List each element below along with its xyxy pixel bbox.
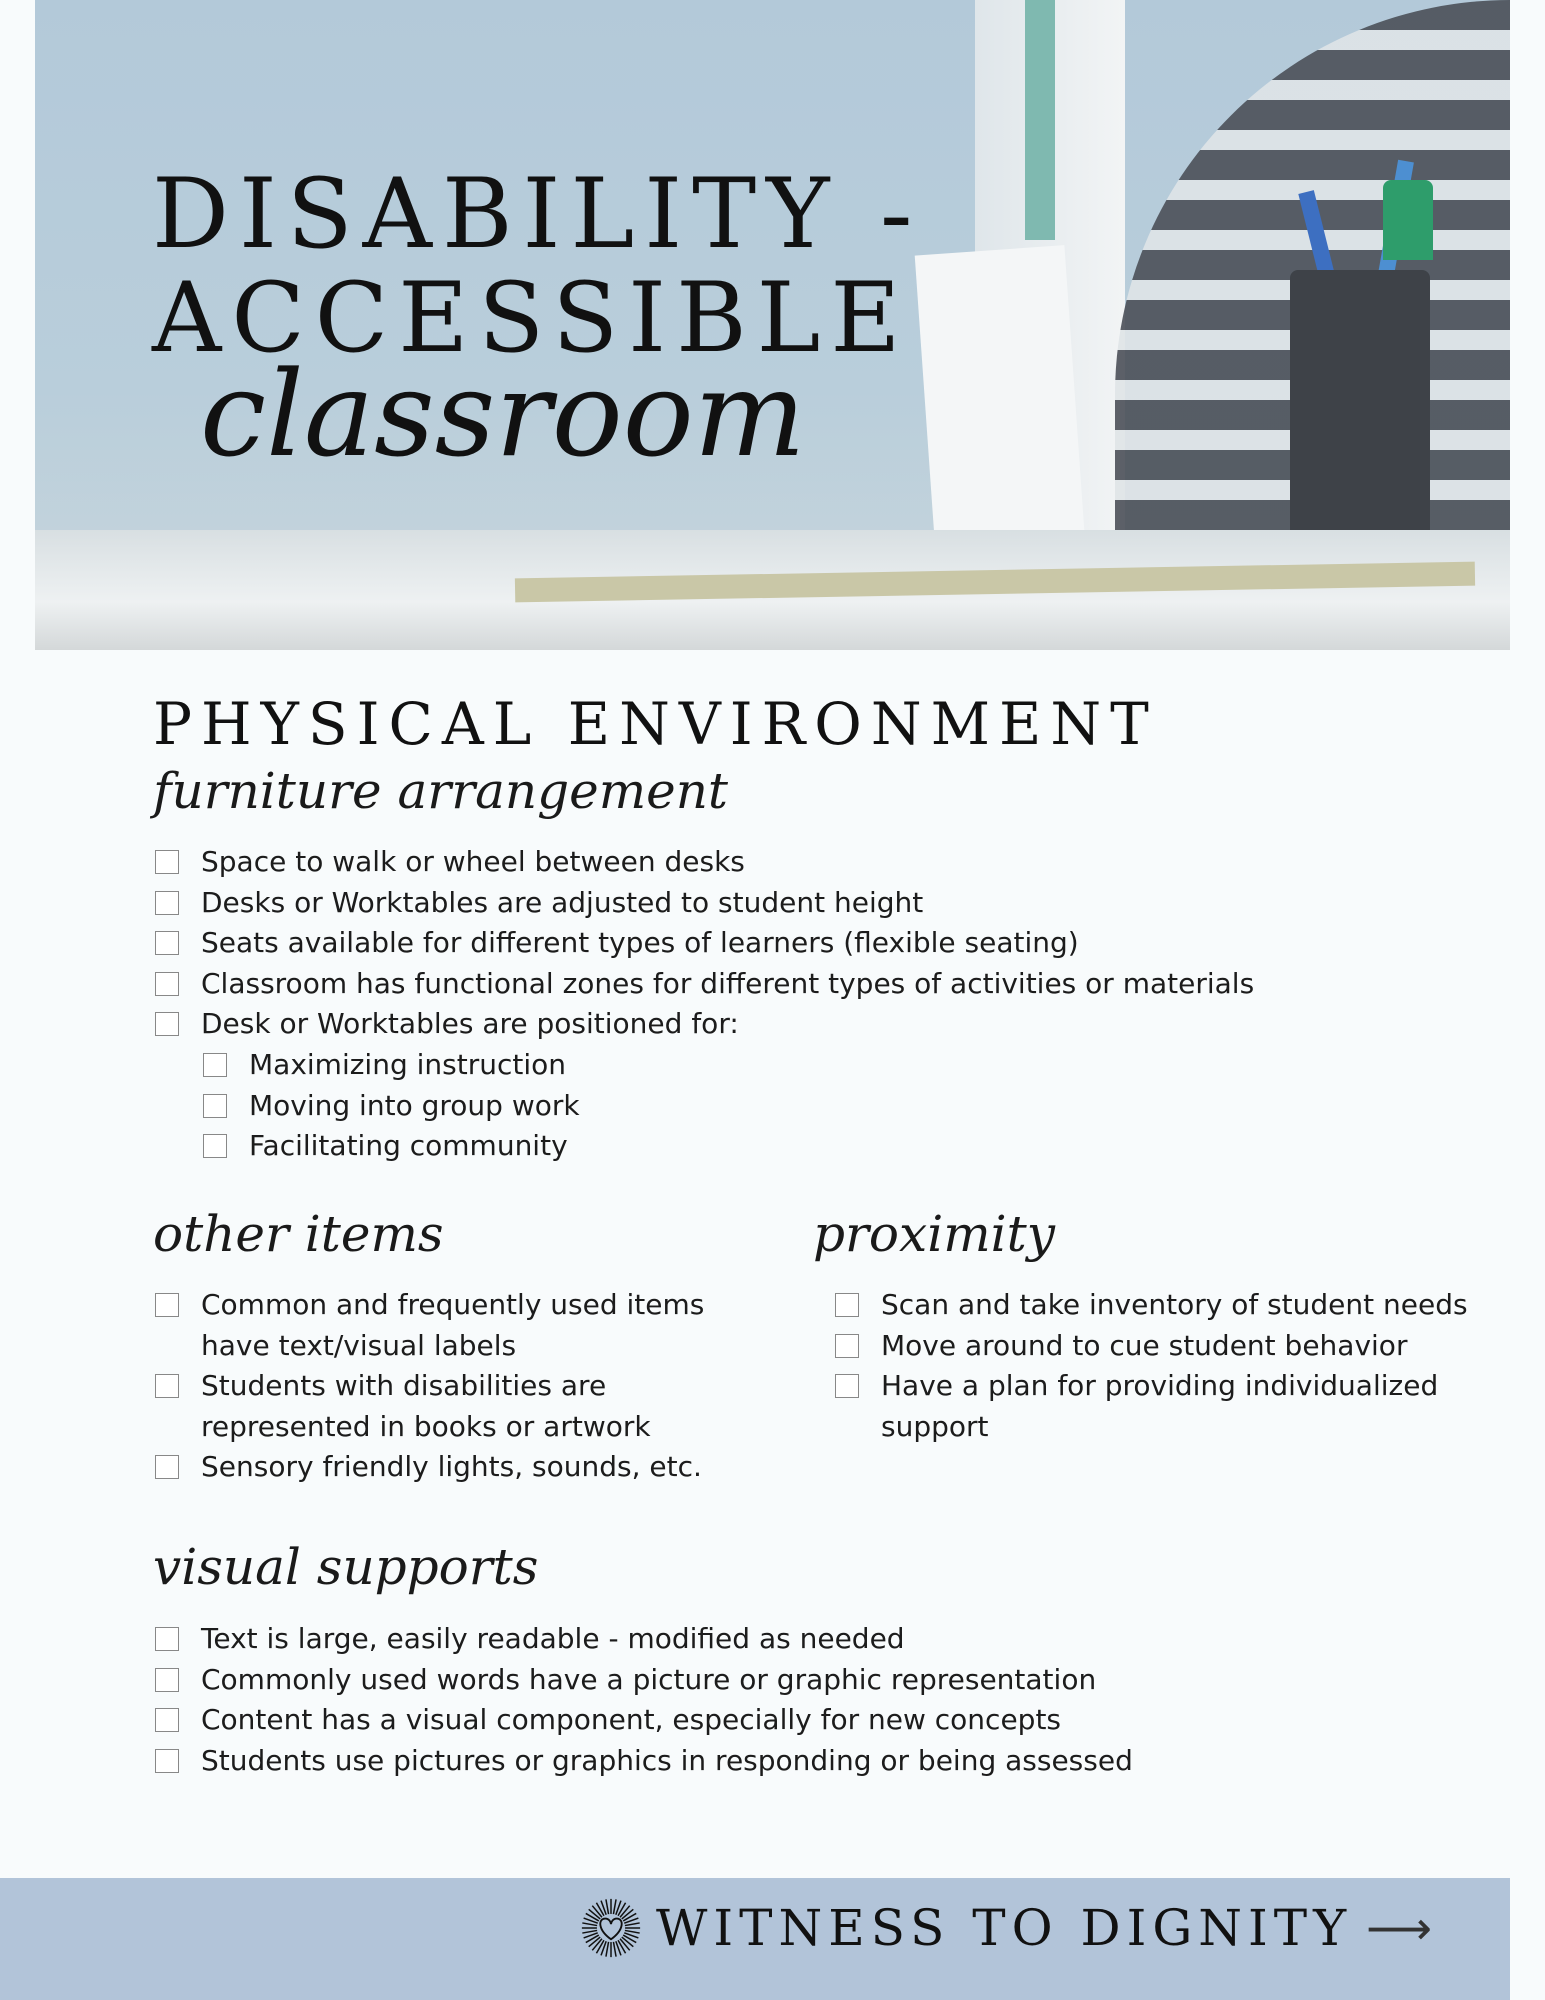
heart-ray <box>582 1923 597 1926</box>
item-label: Students use pictures or graphics in responding or being assessed <box>201 1743 1133 1777</box>
checklist-item <box>155 964 1355 1005</box>
checkbox[interactable] <box>155 1627 179 1651</box>
checklist-item <box>155 883 1355 924</box>
item-label: Content has a visual component, especially for new concepts <box>201 1703 1062 1737</box>
checkbox[interactable] <box>835 1374 859 1398</box>
section-title: PHYSICAL ENVIRONMENT <box>153 690 1158 758</box>
checkbox[interactable] <box>155 1293 179 1317</box>
photo-marker-cap <box>1383 180 1433 260</box>
checklist-item <box>155 1004 1355 1045</box>
item-label: Space to walk or wheel between desks <box>201 845 745 878</box>
heart-ray <box>613 1899 616 1914</box>
checklist-subitem <box>203 1045 1355 1086</box>
visual-supports-heading: visual supports <box>153 1538 539 1596</box>
heart-ray <box>582 1930 597 1933</box>
photo-teal-folder <box>1025 0 1055 240</box>
checklist-subitem <box>203 1086 1355 1127</box>
photo-paper <box>915 245 1086 555</box>
item-label: Scan and take inventory of student needs <box>881 1288 1468 1321</box>
heart-ray <box>606 1899 609 1914</box>
item-label: Commonly used words have a picture or graphic representation <box>201 1662 1097 1696</box>
checkbox[interactable] <box>155 1749 179 1773</box>
furniture-checklist <box>155 842 1355 1167</box>
item-label: Seats available for different types of learners (flexible seating) <box>201 926 1079 960</box>
heart-ray <box>606 1942 609 1957</box>
checklist-item <box>155 923 1355 964</box>
heart-ray <box>625 1930 640 1933</box>
checkbox[interactable] <box>155 1668 179 1692</box>
proximity-heading: proximity <box>813 1205 1055 1263</box>
title-line-1: DISABILITY - <box>152 158 923 270</box>
brand-name: WITNESS TO DIGNITY <box>656 1899 1353 1957</box>
item-label: Desks or Worktables are adjusted to student height <box>201 885 924 919</box>
furniture-heading: furniture arrangement <box>153 762 728 820</box>
checkbox[interactable] <box>155 931 179 955</box>
checkbox[interactable] <box>203 1134 227 1158</box>
heart-ray <box>613 1942 616 1957</box>
checkbox[interactable] <box>155 891 179 915</box>
checklist-item <box>835 1285 1475 1326</box>
checklist-item <box>835 1326 1475 1367</box>
item-label: Students with disabilities are represented in books or artwork <box>201 1369 651 1443</box>
checkbox[interactable] <box>835 1334 859 1358</box>
radiant-heart-icon <box>580 1895 642 1961</box>
checkbox[interactable] <box>155 1455 179 1479</box>
footer-brand[interactable] <box>580 1895 1432 1961</box>
item-label: Sensory friendly lights, sounds, etc. <box>201 1450 702 1484</box>
title-line-2: ACCESSIBLE <box>152 262 911 374</box>
checkbox[interactable] <box>203 1053 227 1077</box>
item-label: Facilitating community <box>249 1129 568 1163</box>
checklist-item <box>155 1447 775 1488</box>
checklist-item <box>155 1741 1355 1782</box>
checklist-item <box>155 1619 1355 1660</box>
checklist-item <box>155 1366 775 1447</box>
checklist-subitem <box>203 1126 1355 1167</box>
item-label: Move around to cue student behavior <box>881 1328 1408 1362</box>
checkbox[interactable] <box>203 1094 227 1118</box>
item-label: Text is large, easily readable - modified as needed <box>201 1622 905 1655</box>
checkbox[interactable] <box>155 1708 179 1732</box>
visual-supports-checklist <box>155 1619 1355 1781</box>
title-script: classroom <box>200 345 806 483</box>
checkbox[interactable] <box>155 972 179 996</box>
item-label: Moving into group work <box>249 1088 580 1122</box>
long-right-arrow-icon[interactable]: ⟶ <box>1366 1901 1433 1955</box>
item-label: Have a plan for providing individualized support <box>881 1369 1439 1443</box>
proximity-checklist <box>835 1285 1475 1447</box>
other-items-heading: other items <box>153 1205 444 1263</box>
checklist-item <box>155 1700 1355 1741</box>
checklist-item <box>155 1285 775 1366</box>
item-label: Desk or Worktables are positioned for: <box>201 1007 739 1041</box>
checkbox[interactable] <box>155 850 179 874</box>
item-label: Classroom has functional zones for different types of activities or materials <box>201 966 1255 1000</box>
heart-ray <box>625 1923 640 1926</box>
item-label: Maximizing instruction <box>249 1047 566 1081</box>
checklist-item <box>835 1366 1475 1447</box>
checklist-item <box>155 1660 1355 1701</box>
checklist-item <box>155 842 1355 883</box>
item-label: Common and frequently used items have text/visual labels <box>201 1288 705 1362</box>
checkbox[interactable] <box>155 1012 179 1036</box>
checkbox[interactable] <box>155 1374 179 1398</box>
other-items-checklist <box>155 1285 775 1488</box>
checkbox[interactable] <box>835 1293 859 1317</box>
